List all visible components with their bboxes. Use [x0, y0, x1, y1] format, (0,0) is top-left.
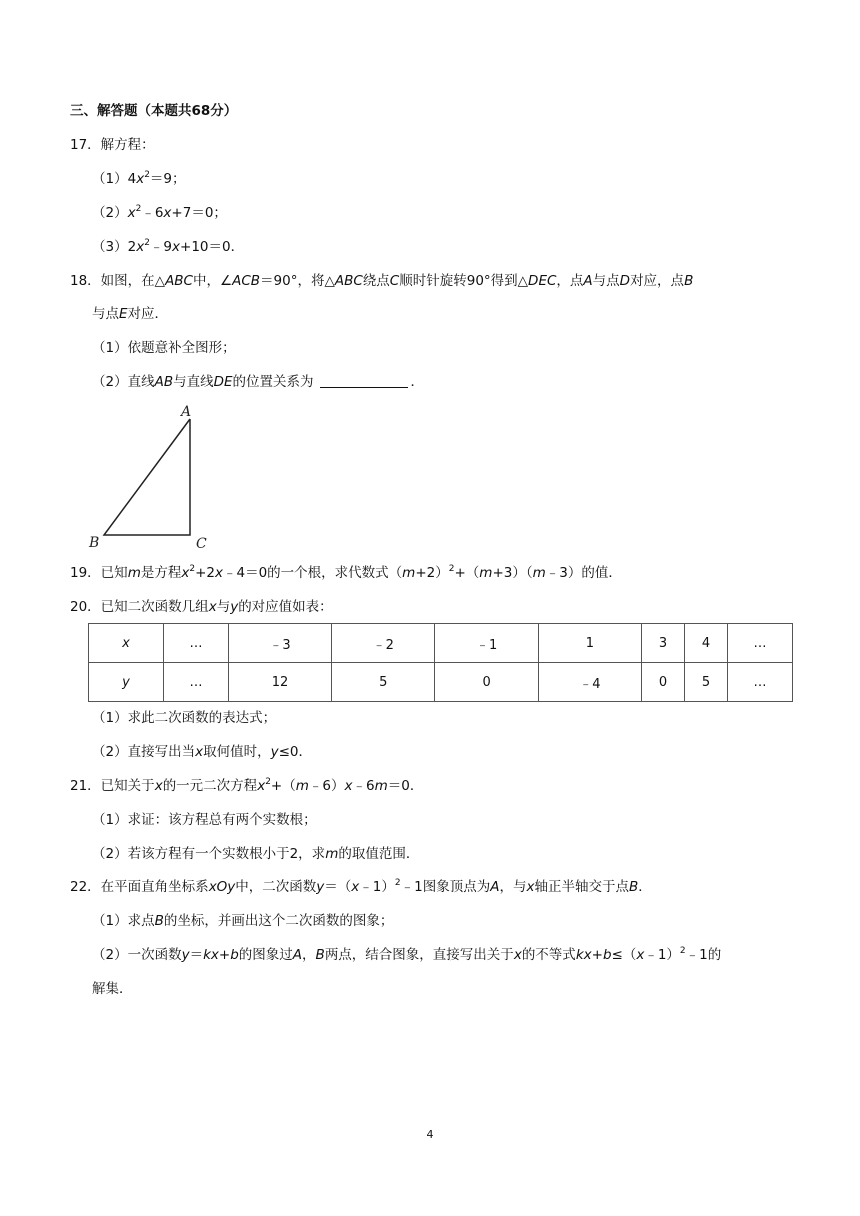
text-segment: ＝0．	[387, 778, 424, 794]
triangle-abc	[104, 419, 190, 535]
q22-part1	[92, 911, 393, 931]
text-segment: A	[583, 273, 593, 289]
q17-part2: $(2)x^2﹣6x+7=0$；	[92, 204, 227, 221]
text-segment: （2）一次函数	[92, 947, 182, 963]
text-segment: 的坐标，并画出这个二次函数的图象；	[163, 913, 394, 929]
text-segment: 20．已知二次函数几组	[70, 599, 209, 615]
text-segment: ＝90°，将△	[260, 273, 335, 289]
text-segment: m	[402, 565, 416, 581]
text-segment: B	[154, 913, 164, 929]
text-segment: （2）直接写出当	[92, 744, 196, 760]
table-cell: 0	[435, 663, 538, 702]
text-segment: +3）（	[492, 565, 533, 581]
q22-part2-continued: 解集．	[92, 981, 133, 997]
table-cell: …	[728, 663, 793, 702]
text-segment: 中，∠	[193, 273, 233, 289]
text-segment: ．	[638, 879, 652, 895]
text-segment: ABC	[165, 273, 193, 289]
text-segment: E	[119, 306, 128, 322]
text-segment: b	[230, 947, 239, 963]
text-segment: m	[325, 846, 339, 862]
text-segment: +2）	[415, 565, 449, 581]
q20-part2	[92, 742, 312, 762]
table-row-y	[89, 663, 793, 702]
q22-stem	[70, 877, 652, 897]
text-segment: +	[591, 947, 603, 963]
text-segment: 18．如图，在△	[70, 273, 166, 289]
text-segment: x	[636, 947, 645, 963]
text-segment: 顺时针旋转90°得到△	[399, 273, 529, 289]
table-cell: 5	[332, 663, 435, 702]
text-segment: x	[344, 778, 353, 794]
text-segment: 21．已知关于	[70, 778, 155, 794]
text-segment: m	[374, 778, 388, 794]
text-segment: x	[257, 778, 266, 794]
text-segment: y	[181, 947, 190, 963]
text-segment: A	[292, 947, 303, 963]
superscript: 2	[679, 946, 686, 956]
text-segment: m	[479, 565, 493, 581]
text-segment: x	[181, 565, 190, 581]
text-segment: x	[526, 879, 535, 895]
table-cell: 0	[642, 663, 685, 702]
text-segment: x	[351, 879, 360, 895]
vertex-label-a: A	[181, 404, 192, 420]
text-segment: B	[684, 273, 694, 289]
text-segment: ≤0．	[278, 744, 312, 760]
q20-stem	[70, 597, 333, 617]
superscript: 2	[448, 564, 455, 574]
text-segment: ﹣1）	[644, 947, 680, 963]
text-segment: kx	[203, 947, 219, 963]
superscript: 2	[394, 878, 401, 888]
text-segment: DEC	[528, 273, 557, 289]
x-header-cell: x	[89, 624, 164, 663]
text-segment: +	[218, 947, 231, 963]
text-segment: x	[214, 565, 223, 581]
superscript: 2	[189, 564, 196, 574]
table-cell: 12	[228, 663, 331, 702]
text-segment: 取何值时，	[203, 744, 271, 760]
text-segment: 与	[216, 599, 231, 615]
text-segment: 的对应值如表：	[238, 599, 333, 615]
text-segment: ﹣3）的值．	[545, 565, 622, 581]
text-segment: x	[513, 947, 522, 963]
text-segment: 与点	[92, 306, 119, 322]
table-cell: 4	[685, 624, 728, 663]
text-segment: 中，二次函数	[235, 879, 317, 895]
section-heading: 三、解答题（本题共68分）	[70, 103, 238, 119]
text-segment: 对应．	[127, 306, 169, 322]
text-segment: b	[602, 947, 612, 963]
q18-part2: （2）直线AB与直线DE的位置关系为 ．	[92, 374, 425, 390]
q19-stem	[70, 563, 622, 583]
q22-part2	[92, 945, 721, 965]
text-segment: 轴正半轴交于点	[534, 879, 629, 895]
q17-part3: $(3)2x^2﹣9x+10=0$．	[92, 238, 245, 255]
table-cell: ﹣3	[228, 624, 331, 663]
text-segment: ﹣6	[352, 778, 375, 794]
text-segment: x	[154, 778, 163, 794]
y-header-cell: y	[89, 663, 164, 702]
text-segment: ﹣6）	[308, 778, 345, 794]
answer-blank	[320, 373, 408, 388]
text-segment: ，点	[556, 273, 584, 289]
text-segment: +（	[270, 778, 296, 794]
text-segment: 的不等式	[521, 947, 576, 963]
text-segment: ﹣1的	[685, 947, 722, 963]
text-segment: 两点，结合图象，直接写出关于	[324, 947, 514, 963]
text-segment: m	[127, 565, 141, 581]
text-segment: B	[315, 947, 325, 963]
text-segment: 的取值范围．	[338, 846, 420, 862]
text-segment: m	[295, 778, 309, 794]
text-segment: （1）求点	[92, 913, 155, 929]
table-cell: ﹣1	[435, 624, 538, 663]
text-segment: xOy	[208, 879, 236, 895]
text-segment: ≤（	[611, 947, 637, 963]
table-cell: …	[728, 624, 793, 663]
text-segment: y	[316, 879, 325, 895]
page-number: 4	[426, 1128, 434, 1141]
table-cell: ﹣4	[538, 663, 641, 702]
q17-stem: 17．解方程：	[70, 137, 155, 153]
table-row-x	[89, 624, 793, 663]
text-segment: ACB	[232, 273, 261, 289]
table-cell: ﹣2	[332, 624, 435, 663]
text-segment: 22．在平面直角坐标系	[70, 879, 209, 895]
text-segment: 的图象过	[238, 947, 293, 963]
xy-value-table	[88, 623, 793, 702]
text-segment: ﹣4＝0的一个根，求代数式（	[222, 565, 403, 581]
text-segment: +（	[454, 565, 480, 581]
text-segment: ABC	[334, 273, 363, 289]
text-segment: 对应，点	[630, 273, 685, 289]
q18-part1: （1）依题意补全图形；	[92, 340, 236, 356]
table-cell: …	[164, 663, 229, 702]
text-segment: x	[208, 599, 217, 615]
text-segment: （2）若该方程有一个实数根小于2，求	[92, 846, 326, 862]
text-segment: ，与	[499, 879, 527, 895]
text-segment: A	[490, 879, 500, 895]
text-segment: 的一元二次方程	[162, 778, 258, 794]
q18-stem-line2	[92, 304, 168, 324]
text-segment: 与点	[592, 273, 620, 289]
text-segment: kx	[575, 947, 592, 963]
text-segment: D	[619, 273, 631, 289]
q17-part1: $(1)4x^2=9$；	[92, 170, 186, 187]
text-segment: 19．已知	[70, 565, 128, 581]
text-segment: C	[389, 273, 400, 289]
text-segment: ，	[302, 947, 316, 963]
text-segment: ﹣1）	[359, 879, 395, 895]
q21-part1: （1）求证：该方程总有两个实数根；	[92, 812, 317, 828]
text-segment: y	[270, 744, 279, 760]
table-cell: …	[164, 624, 229, 663]
q20-part1: （1）求此二次函数的表达式；	[92, 710, 277, 726]
text-segment: ＝（	[324, 879, 352, 895]
text-segment: 绕点	[362, 273, 390, 289]
text-segment: m	[532, 565, 546, 581]
table-cell: 5	[685, 663, 728, 702]
triangle-figure	[85, 400, 215, 552]
text-segment: +2	[195, 565, 215, 581]
q21-stem	[70, 776, 423, 796]
q21-part2	[92, 844, 419, 864]
vertex-label-c: C	[196, 536, 207, 552]
table-cell: 1	[538, 624, 641, 663]
text-segment: ＝	[189, 947, 204, 963]
vertex-label-b: B	[89, 535, 100, 551]
text-segment: 是方程	[140, 565, 182, 581]
text-segment: x	[195, 744, 204, 760]
text-segment: B	[628, 879, 639, 895]
q18-stem-line1	[70, 271, 693, 291]
text-segment: y	[230, 599, 239, 615]
text-segment: ﹣1图象顶点为	[400, 879, 491, 895]
superscript: 2	[265, 777, 271, 787]
table-cell: 3	[642, 624, 685, 663]
